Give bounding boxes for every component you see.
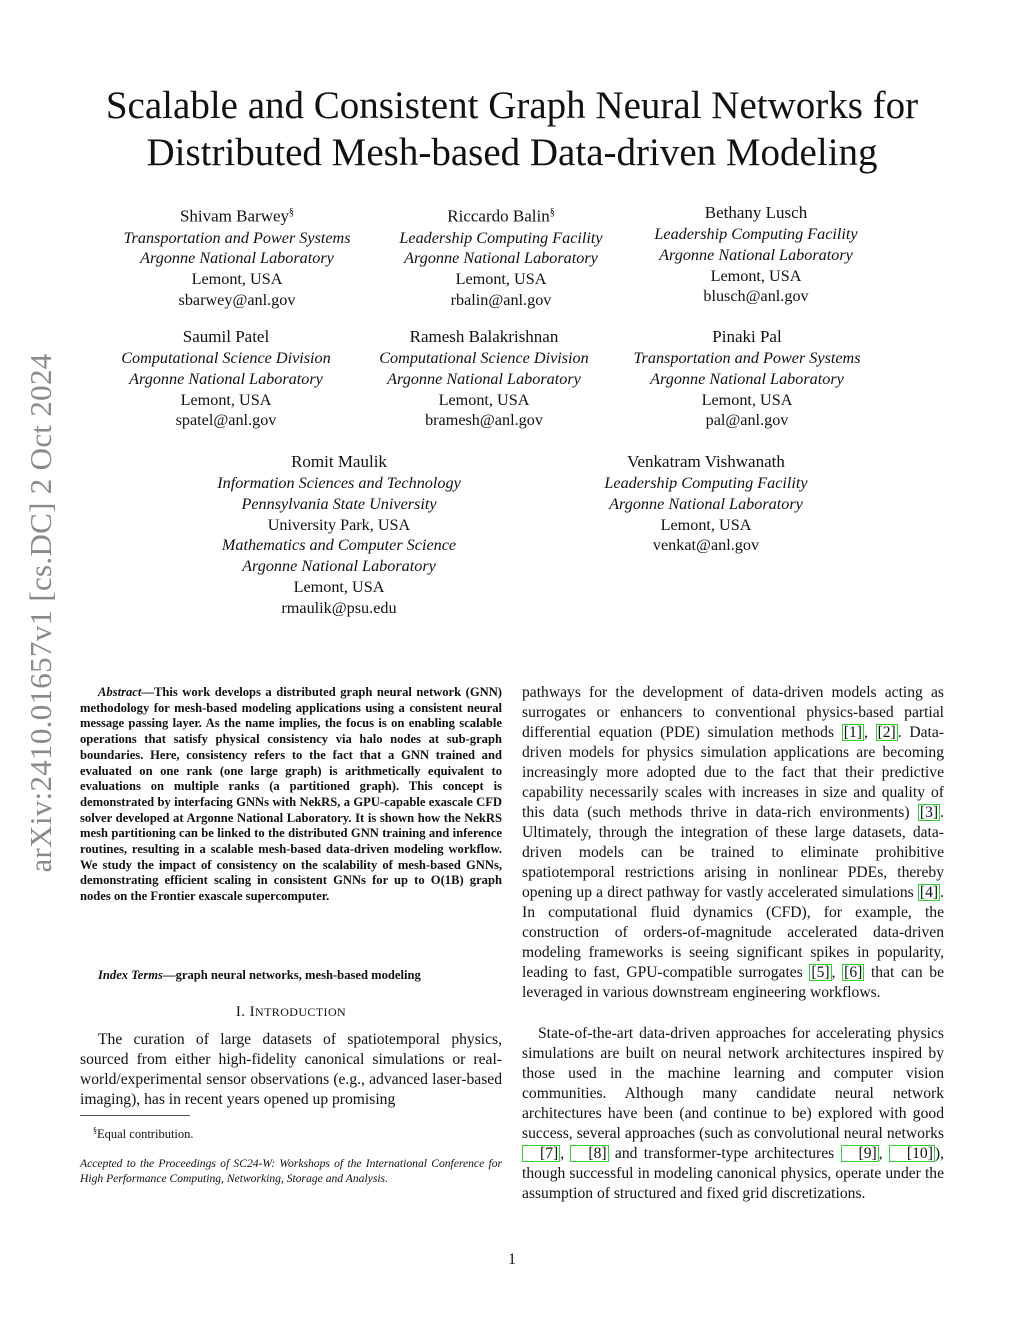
- abstract-text: —This work develops a distributed graph neural network (GNN) methodology for mesh-based modeling applications using a consistent neural message passing layer. As the name implies, the focus is on enabling scalable operations that satisfy physical consistency via halo nodes at sub-graph boundaries. Here, consistency refers to the fact that a GNN trained and evaluated on one rank (one large graph) is arithmetically equivalent to evaluations on multiple ranks (a partitioned graph). This concept is demonstrated by interfacing GNNs with NekRS, a GPU-capable exascale CFD solver developed at Argonne National Laboratory. It is shown how the NekRS mesh partitioning can be linked to the distributed GNN training and inference routines, resulting in a scalable mesh-based data-driven modeling workflow. We study the impact of consistency on the scalability of mesh-based GNNs, demonstrating efficient scaling in consistent GNNs for up to O(1B) graph nodes on the Frontier exascale supercomputer.: [80, 685, 502, 904]
- author-affiliation: Leadership Computing Facility: [604, 474, 808, 492]
- author-name: Romit Maulik: [291, 452, 387, 471]
- index-terms-label: Index Terms: [98, 968, 163, 982]
- title-line-1: Scalable and Consistent Graph Neural Networks for: [105, 84, 919, 127]
- arxiv-identifier-text: arXiv:2410.01657v1 [cs.DC] 2 Oct 2024: [23, 353, 58, 873]
- author-location: Lemont, USA: [710, 266, 802, 285]
- author-block: [189, 451, 489, 619]
- author-block: [556, 451, 856, 556]
- author-location: Lemont, USA: [455, 270, 547, 289]
- body-text: ,: [863, 724, 876, 741]
- right-paragraph-1: [522, 683, 944, 1003]
- abstract-label: Abstract: [98, 685, 142, 699]
- citation-link[interactable]: [6]: [844, 964, 863, 981]
- author-location-2: Lemont, USA: [293, 577, 385, 596]
- author-affiliation: Information Sciences and Technology: [217, 474, 461, 492]
- index-terms: [80, 968, 502, 984]
- author-institution: Argonne National Laboratory: [129, 369, 323, 388]
- author-email: rbalin@anl.gov: [450, 291, 552, 310]
- author-institution: Argonne National Laboratory: [650, 369, 844, 388]
- author-block: [76, 326, 376, 431]
- author-name: Shivam Barwey: [179, 206, 290, 226]
- author-affiliation: Leadership Computing Facility: [399, 228, 603, 247]
- footnote-mark: §: [93, 1126, 97, 1135]
- author-name: Saumil Patel: [182, 327, 270, 346]
- section-title-rest: NTRODUCTION: [255, 1005, 347, 1019]
- author-name: Bethany Lusch: [704, 203, 808, 222]
- body-text: State-of-the-art data-driven approaches for accelerating physics simulations are built on neural network architectures inspired by those used in the machine learning and computer vision communities. Although many candidate neural network architectures have been (and continue to be) explored with good success, several approaches (such as convolutional neural networks: [522, 1025, 944, 1142]
- author-location: Lemont, USA: [701, 390, 793, 409]
- author-location: University Park, USA: [267, 515, 411, 534]
- body-text: ,: [831, 964, 843, 981]
- right-paragraph-2: [522, 1024, 944, 1204]
- author-location: Lemont, USA: [438, 390, 530, 409]
- footnote-text: Equal contribution.: [97, 1127, 194, 1142]
- author-affiliation: Transportation and Power Systems: [123, 228, 351, 247]
- body-text: . Ultimately, through the integration of these large datasets, data-driven models can be trained to eliminate prohibitive spatiotemporal restrictions arising in nonlinear PDEs, thereby opening up a direct pathway for vastly accelerated simulations: [522, 804, 944, 901]
- acceptance-note: Accepted to the Proceedings of SC24-W: Workshops of the International Conference for High Performance Computing, Networking, Storage and Analysis.: [80, 1157, 502, 1185]
- citation-link[interactable]: [2]: [877, 724, 896, 741]
- body-text: and transformer-type architectures: [608, 1145, 841, 1162]
- body-text: . In computational fluid dynamics (CFD), for example, the construction of orders-of-magnitude accelerated data-driven modeling frameworks is seeing significant spikes in popularity, leading to fast, GPU-compatible surrogates: [522, 884, 944, 981]
- section-heading: [80, 1004, 502, 1021]
- author-block: [597, 326, 897, 431]
- author-block: [606, 202, 906, 307]
- body-text: that can be leveraged in various downstream engineering workflows.: [522, 964, 944, 1001]
- citation-link[interactable]: [5]: [811, 964, 830, 981]
- title-line-2: Distributed Mesh-based Data-driven Modeling: [146, 131, 878, 174]
- intro-paragraph: The curation of large datasets of spatiotemporal physics, sourced from either high-fidelity canonical simulations or real-world/experimental sensor observations (e.g., advanced laser-based imaging), has in recent years opened up promising: [80, 1031, 502, 1108]
- author-affiliation-2: Mathematics and Computer Science: [221, 536, 457, 555]
- author-block: [334, 326, 634, 431]
- equal-contribution-mark: §: [549, 207, 555, 218]
- author-institution: Argonne National Laboratory: [609, 494, 803, 513]
- citation-link[interactable]: [8]: [570, 1145, 608, 1162]
- author-institution: Pennsylvania State University: [241, 494, 437, 513]
- body-text: pathways for the development of data-driven models acting as surrogates or enhancers to conventional physics-based partial differential equation (PDE) simulation methods: [522, 684, 944, 741]
- body-text: . Data-driven models for physics simulation applications are becoming increasingly more adopted due to the fact that their predictive capability necessarily scales with increases in size and quality of this data (such methods thrive in data-rich environments): [522, 724, 944, 821]
- body-text: ), though successful in modeling canonical physics, operate under the assumption of structured and fixed grid discretizations.: [522, 1145, 944, 1202]
- footnote: [80, 1126, 502, 1142]
- author-email: bramesh@anl.gov: [425, 411, 543, 430]
- citation-link[interactable]: [9]: [841, 1145, 879, 1162]
- author-institution: Argonne National Laboratory: [140, 249, 334, 268]
- author-institution: Argonne National Laboratory: [659, 245, 853, 264]
- author-institution-2: Argonne National Laboratory: [242, 557, 436, 576]
- author-name: Venkatram Vishwanath: [627, 452, 785, 471]
- author-name: Ramesh Balakrishnan: [409, 327, 559, 346]
- author-affiliation: Computational Science Division: [121, 349, 331, 367]
- author-affiliation: Leadership Computing Facility: [654, 225, 858, 243]
- page-number: 1: [508, 1251, 516, 1268]
- index-terms-text: —graph neural networks, mesh-based modeling: [162, 968, 421, 982]
- author-email: sbarwey@anl.gov: [178, 291, 296, 310]
- citation-link[interactable]: [3]: [919, 804, 939, 821]
- author-block: [87, 202, 387, 311]
- abstract: [80, 685, 502, 905]
- author-institution: Argonne National Laboratory: [404, 249, 598, 268]
- citation-link[interactable]: [7]: [522, 1145, 560, 1162]
- author-name: Pinaki Pal: [712, 327, 782, 346]
- equal-contribution-mark: §: [289, 207, 295, 218]
- citation-link[interactable]: [1]: [843, 724, 862, 741]
- author-email: venkat@anl.gov: [652, 536, 760, 555]
- paper-title: [60, 82, 964, 176]
- section-title-initial: I: [249, 1004, 256, 1020]
- section-numeral: I.: [235, 1004, 250, 1020]
- author-institution: Argonne National Laboratory: [387, 369, 581, 388]
- body-text: ,: [560, 1145, 571, 1162]
- author-affiliation: Transportation and Power Systems: [633, 349, 861, 367]
- citation-link[interactable]: [4]: [919, 884, 939, 901]
- author-location: Lemont, USA: [191, 270, 283, 289]
- footnote-rule: [80, 1115, 190, 1116]
- author-name: Riccardo Balin: [447, 206, 550, 226]
- author-location: Lemont, USA: [180, 390, 272, 409]
- author-email: rmaulik@psu.edu: [281, 598, 397, 617]
- author-email: blusch@anl.gov: [703, 287, 809, 306]
- author-email: pal@anl.gov: [705, 411, 789, 430]
- citation-link[interactable]: [10]: [889, 1145, 935, 1162]
- author-affiliation: Computational Science Division: [379, 349, 589, 367]
- author-location: Lemont, USA: [660, 515, 752, 534]
- author-email: spatel@anl.gov: [175, 411, 277, 430]
- body-text: ,: [878, 1145, 889, 1162]
